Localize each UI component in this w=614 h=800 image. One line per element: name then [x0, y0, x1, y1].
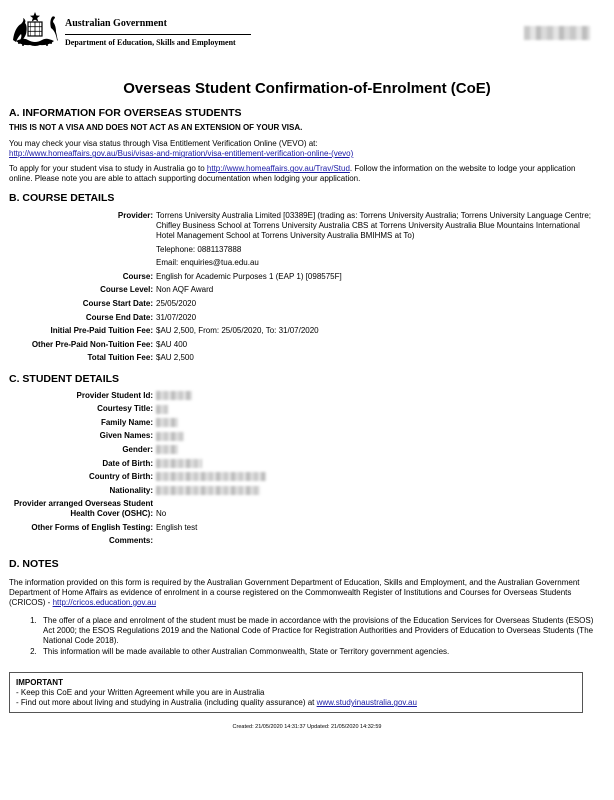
- section-a-heading: A. INFORMATION FOR OVERSEAS STUDENTS: [9, 107, 242, 119]
- timestamp-footer: Created: 21/05/2020 14:31:37 Updated: 21/05/2020 14:32:59: [232, 724, 382, 730]
- apply-paragraph: [9, 164, 599, 184]
- gender-label: Gender:: [122, 444, 153, 454]
- department-name: Department of Education, Skills and Employment: [65, 37, 236, 47]
- comments-label: Comments:: [108, 536, 153, 546]
- non-tuition-fee-row: [9, 340, 599, 350]
- total-fee-row: [9, 353, 599, 363]
- oshc-row: [9, 499, 599, 519]
- apply-prefix: To apply for your student visa to study in Australia go to: [9, 164, 207, 174]
- note-item: 1. The offer of a place and enrolment of the student must be made in accordance with the provisions of the Education Services for Overseas Students (ESOS) Act 2000; the ESOS Regulations 2019 and the National Code of Practice for Registration Authorities and Providers of Education to Overseas Students (The National Code 2018).: [39, 616, 599, 646]
- important-box: [9, 672, 583, 713]
- apply-suffix: . Follow the information on the website to lodge your application online. Please note you are able to attach supporting documentation when lodging your application.: [9, 164, 576, 184]
- provider-label: Provider:: [117, 211, 153, 221]
- visa-warning: THIS IS NOT A VISA AND DOES NOT ACT AS AN EXTENSION OF YOUR VISA.: [9, 123, 303, 133]
- course-value: English for Academic Purposes 1 (EAP 1) [098575F]: [156, 271, 342, 281]
- english-testing-value: English test: [156, 522, 198, 532]
- section-student-details: [9, 373, 599, 546]
- prepaid-fee-row: [9, 326, 599, 336]
- page-title: Overseas Student Confirmation-of-Enrolment (CoE): [123, 80, 491, 97]
- family-name-row: [9, 418, 599, 428]
- document-header: [10, 10, 604, 54]
- redacted-country-of-birth: [156, 472, 266, 481]
- redacted-given-names: [156, 432, 184, 441]
- comments-row: [9, 536, 599, 546]
- vevo-text: You may check your visa status through Visa Entitlement Verification Online (VEVO) at:: [9, 139, 318, 149]
- redacted-family-name: [156, 418, 178, 427]
- notes-intro: [9, 578, 599, 608]
- redacted-date-of-birth: [156, 459, 202, 468]
- notes-list: [39, 616, 599, 657]
- redacted-nationality: [156, 486, 260, 495]
- government-name: Australian Government: [65, 18, 251, 35]
- course-label: Course:: [122, 271, 153, 281]
- important-heading: IMPORTANT: [16, 678, 63, 687]
- provider-value: Torrens University Australia Limited [03389E] (trading as: Torrens University Australia; Torrens University Language Centre; Chifley Business School at Torrens University Australia CBS at Torrens University Australia Blue Mountains International Hotel Management School at Torrens University Australia BMIHMS at To): [156, 211, 592, 241]
- nationality-label: Nationality:: [109, 485, 153, 495]
- english-testing-row: [9, 523, 599, 533]
- provider-value-group: [156, 211, 599, 268]
- total-fee-value: $AU 2,500: [156, 353, 194, 363]
- course-start-value: 25/05/2020: [156, 299, 197, 309]
- notes-intro-text: The information provided on this form is required by the Australian Government Department of Education, Skills and Employment, and the Australian Government Department of Home Affairs as evidence of enrolment in a course registered on the Commonwealth Register of Institutions and Courses for Overseas Students (CRICOS) -: [9, 577, 580, 607]
- oshc-value: No: [156, 509, 167, 519]
- section-information: [9, 107, 599, 184]
- prepaid-fee-label: Initial Pre-Paid Tuition Fee:: [50, 326, 153, 336]
- student-id-label: Provider Student Id:: [76, 390, 153, 400]
- provider-row: [9, 211, 599, 268]
- vevo-link[interactable]: http://www.homeaffairs.gov.au/Busi/visas-and-migration/visa-entitlement-verification-online-(vevo): [9, 149, 354, 159]
- important-line-1: - Keep this CoE and your Written Agreement while you are in Australia: [16, 688, 265, 697]
- course-end-value: 31/07/2020: [156, 312, 197, 322]
- section-b-heading: B. COURSE DETAILS: [9, 192, 115, 205]
- course-level-row: [9, 285, 599, 295]
- date-of-birth-row: [9, 459, 599, 469]
- course-row: [9, 272, 599, 282]
- redacted-gender: [156, 445, 178, 454]
- course-level-label: Course Level:: [100, 285, 153, 295]
- course-start-row: [9, 299, 599, 309]
- note-item: 2. This information will be made available to other Australian Commonwealth, State or Territory government agencies.: [39, 647, 599, 657]
- provider-telephone: Telephone: 0881137888: [156, 244, 242, 254]
- country-of-birth-label: Country of Birth:: [89, 472, 153, 482]
- non-tuition-fee-label: Other Pre-Paid Non-Tuition Fee:: [31, 339, 153, 349]
- study-in-australia-link[interactable]: www.studyinaustralia.gov.au: [316, 698, 417, 707]
- section-c-heading: C. STUDENT DETAILS: [9, 373, 120, 386]
- given-names-label: Given Names:: [99, 431, 153, 441]
- courtesy-title-row: [9, 404, 599, 414]
- family-name-label: Family Name:: [100, 417, 153, 427]
- provider-email: Email: enquiries@tua.edu.au: [156, 258, 259, 268]
- course-level-value: Non AQF Award: [156, 285, 214, 295]
- total-fee-label: Total Tuition Fee:: [87, 353, 153, 363]
- country-of-birth-row: [9, 472, 599, 482]
- apply-link[interactable]: http://www.homeaffairs.gov.au/Trav/Stud: [206, 164, 350, 174]
- student-id-row: [9, 391, 599, 401]
- course-start-label: Course Start Date:: [82, 299, 153, 309]
- important-line-2-text: - Find out more about living and studying in Australia (including quality assurance) at: [16, 698, 317, 707]
- nationality-row: [9, 486, 599, 496]
- prepaid-fee-value: $AU 2,500, From: 25/05/2020, To: 31/07/2020: [156, 326, 319, 336]
- oshc-label: Provider arranged Overseas Student Health Cover (OSHC):: [13, 499, 153, 519]
- redacted-reference-number: [524, 26, 590, 40]
- section-notes: [9, 558, 599, 656]
- courtesy-title-label: Courtesy Title:: [97, 404, 153, 414]
- important-line-2: [16, 698, 576, 708]
- government-branding: [65, 18, 251, 48]
- redacted-student-id: [156, 391, 192, 400]
- cricos-link[interactable]: http://cricos.education.gov.au: [52, 597, 157, 607]
- vevo-paragraph: [9, 139, 599, 159]
- given-names-row: [9, 431, 599, 441]
- coat-of-arms-logo: [10, 10, 60, 50]
- english-testing-label: Other Forms of English Testing:: [31, 522, 153, 532]
- section-course-details: [9, 192, 599, 363]
- date-of-birth-label: Date of Birth:: [102, 458, 153, 468]
- redacted-courtesy-title: [156, 405, 168, 414]
- section-d-heading: D. NOTES: [9, 558, 59, 571]
- gender-row: [9, 445, 599, 455]
- course-end-row: [9, 313, 599, 323]
- course-end-label: Course End Date:: [85, 312, 153, 322]
- main-content: [9, 107, 599, 664]
- non-tuition-fee-value: $AU 400: [156, 339, 188, 349]
